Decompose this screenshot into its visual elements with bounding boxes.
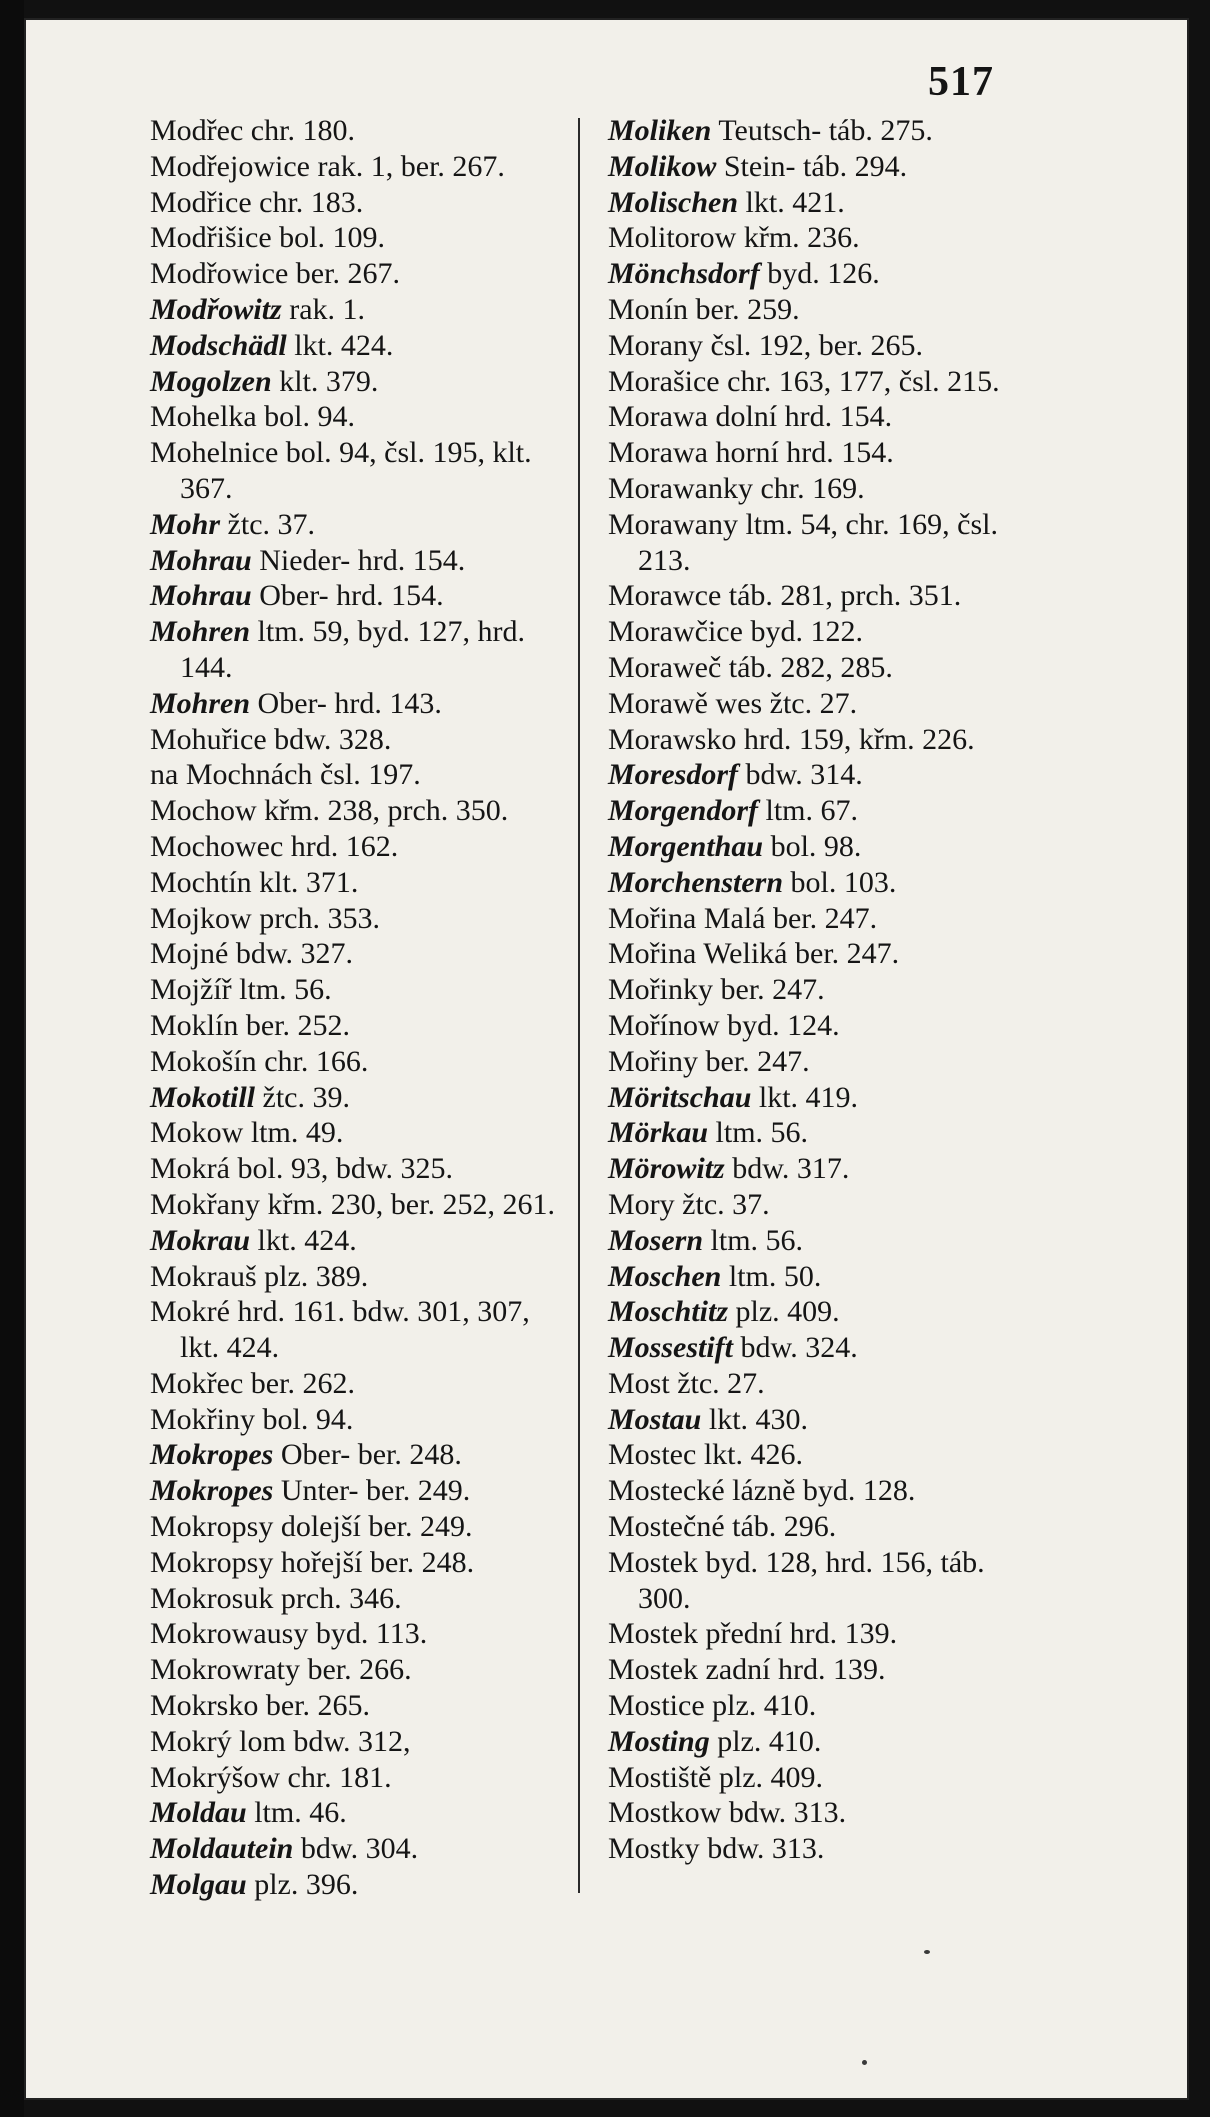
place-name: Mokré — [150, 1295, 230, 1329]
district-reference: bdw. 304. — [300, 1832, 419, 1866]
index-entry — [150, 793, 570, 829]
place-name: Mosting — [608, 1724, 710, 1758]
district-reference: lkt. 430. — [708, 1402, 809, 1436]
place-name: Mokrowausy — [150, 1617, 309, 1651]
place-name: Mochow — [150, 794, 257, 828]
place-name: Mostečné — [608, 1510, 725, 1544]
index-entry — [150, 364, 570, 400]
place-name: Mohr — [150, 507, 221, 541]
index-entry — [608, 256, 1028, 292]
district-reference: bol. 98. — [770, 829, 862, 863]
index-entry — [608, 578, 1028, 614]
place-name: Mořinky — [608, 973, 713, 1007]
place-name: Mokřec — [150, 1366, 244, 1400]
index-entry — [150, 578, 570, 614]
place-name: Mokow — [150, 1116, 244, 1150]
place-name: Morašice — [608, 364, 720, 398]
place-name: Mořina Malá — [608, 901, 766, 935]
place-name: na Mochnách — [150, 758, 313, 792]
index-entry — [608, 972, 1028, 1008]
index-entry — [608, 328, 1028, 364]
district-reference: hrd. 139. — [789, 1617, 898, 1651]
place-name: Moliken — [608, 114, 712, 147]
index-entry — [608, 113, 1028, 149]
index-entry — [608, 1688, 1028, 1724]
index-entry — [608, 1259, 1028, 1295]
district-reference: lkt. 424. — [257, 1223, 357, 1257]
district-reference: ltm. 46. — [254, 1796, 347, 1830]
place-name: Mokrauš — [150, 1259, 257, 1293]
index-entry — [608, 829, 1028, 865]
place-name: Moldau — [150, 1796, 247, 1830]
index-entry — [150, 1509, 570, 1545]
district-reference: táb. 282, 285. — [728, 650, 893, 684]
print-speck — [862, 2060, 867, 2065]
place-name: Mossestift — [608, 1331, 734, 1365]
place-name: Mokřiny — [150, 1402, 255, 1436]
district-reference: ltm. 59, byd. 127, hrd. 144. — [180, 615, 526, 684]
place-name: Modřišice — [150, 221, 272, 255]
index-entry — [150, 1008, 570, 1044]
index-entry — [150, 149, 570, 185]
district-reference: rak. 1. — [289, 292, 366, 326]
place-name: Morawce — [608, 579, 722, 613]
district-reference: žtc. 27. — [769, 686, 858, 720]
district-reference: čsl. 192, ber. 265. — [710, 328, 923, 362]
index-entry — [608, 1652, 1028, 1688]
index-entry — [608, 901, 1028, 937]
district-reference: hrd. 139. — [777, 1653, 886, 1687]
index-entry — [608, 1187, 1028, 1223]
index-entry — [608, 614, 1028, 650]
district-reference: ber. 247. — [705, 1044, 810, 1078]
index-entry — [150, 972, 570, 1008]
place-name: Morany — [608, 328, 703, 362]
index-entry — [608, 865, 1028, 901]
place-name: Mogolzen — [150, 364, 272, 398]
place-name: Mořiny — [608, 1044, 698, 1078]
place-name: Mokotill — [150, 1080, 256, 1114]
place-name: Molischen — [608, 185, 739, 219]
district-reference: plz. 396. — [254, 1868, 359, 1902]
district-reference: hrd. 161. bdw. 301, 307, lkt. 424. — [180, 1295, 530, 1365]
place-name: Mörkau — [608, 1116, 709, 1150]
index-entry — [608, 936, 1028, 972]
place-name: Mostek přední — [608, 1617, 783, 1651]
index-entry — [150, 1760, 570, 1796]
place-name: Mořínow — [608, 1008, 720, 1042]
place-name: Molgau — [150, 1868, 247, 1902]
place-name: Modřec — [150, 114, 244, 147]
place-name: Mönchsdorf — [608, 257, 760, 291]
place-name: Mokrosuk — [150, 1581, 274, 1615]
district-reference: žtc. 27. — [677, 1366, 765, 1400]
index-entry — [608, 1402, 1028, 1438]
index-entry — [150, 1831, 570, 1867]
index-entry — [150, 1115, 570, 1151]
district-reference: táb. 281, prch. 351. — [728, 579, 962, 613]
index-entry — [608, 1080, 1028, 1116]
index-entry — [150, 185, 570, 221]
district-reference: ber. 252. — [245, 1008, 351, 1042]
district-reference: Unter- ber. 249. — [280, 1474, 471, 1508]
district-reference: hrd. 154. — [784, 400, 893, 434]
district-reference: bdw. 312, — [293, 1724, 411, 1758]
place-name: Most — [608, 1366, 670, 1400]
place-name: Mostiště — [608, 1760, 712, 1794]
place-name: Moldautein — [150, 1832, 294, 1866]
district-reference: ltm. 67. — [765, 794, 859, 828]
index-entry — [150, 1652, 570, 1688]
district-reference: ber. 247. — [795, 937, 900, 971]
place-name: Moraweč — [608, 650, 722, 684]
index-entry — [150, 1545, 570, 1581]
index-entry — [150, 435, 570, 507]
district-reference: ltm. 56. — [715, 1116, 809, 1150]
district-reference: lkt. 424. — [294, 328, 394, 362]
district-reference: klt. 379. — [279, 364, 379, 398]
index-entry — [608, 435, 1028, 471]
index-entry — [150, 757, 570, 793]
district-reference: ltm. 56. — [239, 973, 332, 1007]
index-entry — [150, 328, 570, 364]
district-reference: rak. 1, ber. 267. — [317, 149, 505, 183]
place-name: Mokrau — [150, 1223, 251, 1257]
place-name: Mokošín — [150, 1044, 257, 1078]
index-entry — [608, 1545, 1028, 1617]
place-name: Mostau — [608, 1402, 702, 1436]
district-reference: ber. 262. — [250, 1366, 355, 1400]
index-entry — [150, 1437, 570, 1473]
place-name: Morawa dolní — [608, 400, 778, 434]
district-reference: hrd. 162. — [290, 829, 399, 863]
district-reference: ltm. 49. — [250, 1116, 344, 1150]
place-name: Mohelnice — [150, 436, 279, 470]
index-entry — [150, 543, 570, 579]
index-entry — [150, 292, 570, 328]
index-entry — [608, 1294, 1028, 1330]
place-name: Morchenstern — [608, 865, 784, 899]
index-entry — [150, 113, 570, 149]
place-name: Modřice — [150, 185, 252, 219]
index-entry — [608, 793, 1028, 829]
place-name: Modřowice — [150, 257, 289, 291]
place-name: Mochowec — [150, 829, 284, 863]
district-reference: ltm. 54, chr. 169, čsl. 213. — [638, 507, 998, 577]
index-entry — [608, 686, 1028, 722]
place-name: Mokrsko — [150, 1689, 259, 1723]
district-reference: byd. 124. — [727, 1008, 840, 1042]
district-reference: žtc. 37. — [227, 507, 316, 541]
index-entry — [150, 399, 570, 435]
index-entry — [150, 1223, 570, 1259]
index-entry — [608, 1115, 1028, 1151]
district-reference: bdw. 314. — [745, 758, 863, 792]
index-entry — [608, 722, 1028, 758]
district-reference: byd. 122. — [750, 615, 863, 649]
place-name: Mokrý lom — [150, 1724, 286, 1758]
district-reference: lkt. 421. — [745, 185, 845, 219]
place-name: Morawany — [608, 507, 738, 541]
place-name: Mokrá — [150, 1152, 230, 1186]
index-entry — [608, 220, 1028, 256]
place-name: Mohren — [150, 686, 251, 720]
district-reference: hrd. 154. — [786, 436, 894, 470]
district-reference: chr. 163, 177, čsl. 215. — [727, 364, 1000, 398]
index-entry — [150, 722, 570, 758]
index-entry — [608, 650, 1028, 686]
place-name: Mörowitz — [608, 1152, 725, 1186]
index-entry — [150, 507, 570, 543]
district-reference: byd. 113. — [315, 1617, 428, 1651]
index-entry — [608, 1724, 1028, 1760]
district-reference: prch. 346. — [280, 1581, 402, 1615]
place-name: Morawsko — [608, 722, 737, 756]
district-reference: křm. 230, ber. 252, 261. — [267, 1187, 555, 1221]
index-entry — [608, 149, 1028, 185]
place-name: Mostice — [608, 1689, 705, 1723]
place-name: Modřejowice — [150, 149, 310, 183]
index-entry — [608, 1151, 1028, 1187]
district-reference: ber. 247. — [772, 901, 878, 935]
index-column-left — [150, 113, 570, 1903]
index-entry — [150, 1867, 570, 1903]
index-entry — [150, 1795, 570, 1831]
column-divider — [578, 118, 580, 1893]
place-name: Mokrowraty — [150, 1653, 300, 1687]
index-entry — [150, 614, 570, 686]
place-name: Mořina Weliká — [608, 937, 788, 971]
district-reference: plz. 409. — [735, 1295, 840, 1329]
index-entry — [150, 1187, 570, 1223]
place-name: Mojné — [150, 937, 229, 971]
district-reference: bol. 94. — [264, 400, 355, 434]
place-name: Morawa horní — [608, 436, 779, 470]
district-reference: Stein- táb. 294. — [723, 149, 908, 183]
scan-binding-edge — [0, 0, 24, 2117]
district-reference: táb. 296. — [732, 1510, 837, 1544]
district-reference: ber. 267. — [295, 257, 400, 291]
place-name: Mokropsy — [150, 1545, 274, 1579]
place-name: Modřowitz — [150, 292, 282, 326]
district-reference: křm. 236. — [743, 221, 860, 255]
index-entry — [608, 1223, 1028, 1259]
index-entry — [608, 1008, 1028, 1044]
place-name: Mohrau — [150, 579, 252, 613]
district-reference: hrd. 159, křm. 226. — [743, 722, 975, 756]
place-name: Mojžíř — [150, 973, 232, 1007]
index-entry — [608, 1831, 1028, 1867]
index-entry — [150, 1366, 570, 1402]
index-entry — [150, 901, 570, 937]
place-name: Mory — [608, 1187, 675, 1221]
index-entry — [608, 471, 1028, 507]
district-reference: ber. 266. — [307, 1653, 412, 1687]
index-entry — [150, 1581, 570, 1617]
district-reference: bol. 94, čsl. 195, klt. 367. — [180, 436, 532, 505]
district-reference: klt. 371. — [259, 865, 359, 899]
place-name: Molikow — [608, 149, 717, 183]
index-entry — [608, 1509, 1028, 1545]
district-reference: bdw. 327. — [235, 937, 354, 971]
place-name: Moschen — [608, 1259, 722, 1293]
index-entry — [150, 1724, 570, 1760]
index-entry — [150, 1402, 570, 1438]
index-entry — [150, 1294, 570, 1366]
index-entry — [608, 507, 1028, 579]
index-entry — [150, 865, 570, 901]
place-name: Moklín — [150, 1008, 239, 1042]
index-entry — [608, 757, 1028, 793]
place-name: Mojkow — [150, 901, 252, 935]
place-name: Moresdorf — [608, 758, 739, 792]
place-name: Monín — [608, 292, 689, 326]
district-reference: Ober- ber. 248. — [280, 1438, 462, 1472]
district-reference: ltm. 56. — [710, 1223, 804, 1257]
place-name: Mostek — [608, 1545, 698, 1579]
place-name: Mokropes — [150, 1474, 274, 1508]
district-reference: plz. 410. — [712, 1689, 817, 1723]
index-entry — [608, 1366, 1028, 1402]
district-reference: bdw. 317. — [732, 1152, 850, 1186]
place-name: Mostec — [608, 1438, 697, 1472]
index-entry — [150, 1259, 570, 1295]
place-name: Mokrýšow — [150, 1760, 281, 1794]
index-entry — [608, 1044, 1028, 1080]
district-reference: chr. 181. — [287, 1760, 392, 1794]
place-name: Möritschau — [608, 1080, 752, 1114]
place-name: Morawčice — [608, 615, 743, 649]
place-name: Mostek zadní — [608, 1653, 771, 1687]
district-reference: bdw. 324. — [740, 1331, 858, 1365]
index-entry — [608, 1616, 1028, 1652]
district-reference: ltm. 50. — [728, 1259, 822, 1293]
district-reference: chr. 183. — [259, 185, 364, 219]
district-reference: bdw. 313. — [728, 1796, 847, 1830]
district-reference: byd. 126. — [767, 257, 880, 291]
place-name: Mochtín — [150, 865, 252, 899]
place-name: Morgenthau — [608, 829, 764, 863]
index-entry — [150, 1688, 570, 1724]
district-reference: ber. 265. — [265, 1689, 370, 1723]
index-entry — [608, 1795, 1028, 1831]
district-reference: chr. 180. — [250, 114, 355, 147]
district-reference: byd. 128. — [802, 1474, 916, 1508]
index-entry — [150, 686, 570, 722]
place-name: Mohren — [150, 615, 251, 649]
place-name: Mostky — [608, 1832, 700, 1866]
place-name: Moschtitz — [608, 1295, 729, 1329]
index-entry — [150, 1616, 570, 1652]
index-entry — [150, 220, 570, 256]
district-reference: křm. 238, prch. 350. — [264, 794, 509, 828]
district-reference: bol. 109. — [279, 221, 385, 255]
index-entry — [608, 1760, 1028, 1796]
district-reference: plz. 409. — [718, 1760, 824, 1794]
district-reference: bdw. 328. — [274, 722, 392, 756]
place-name: Molitorow — [608, 221, 737, 255]
district-reference: Ober- hrd. 154. — [259, 579, 444, 613]
place-name: Mostkow — [608, 1796, 722, 1830]
index-column-right — [608, 113, 1028, 1867]
place-name: Modschädl — [150, 328, 287, 362]
district-reference: bdw. 313. — [707, 1832, 825, 1866]
district-reference: čsl. 197. — [319, 758, 421, 792]
district-reference: plz. 410. — [717, 1724, 822, 1758]
district-reference: hořejší ber. 248. — [280, 1545, 475, 1579]
index-entry — [608, 1473, 1028, 1509]
place-name: Morawě wes — [608, 686, 763, 720]
district-reference: žtc. 39. — [262, 1080, 350, 1114]
place-name: Morgendorf — [608, 794, 759, 828]
district-reference: bol. 103. — [790, 865, 897, 899]
district-reference: plz. 389. — [264, 1259, 369, 1293]
index-entry — [150, 1044, 570, 1080]
place-name: Mohrau — [150, 543, 252, 577]
page-number: 517 — [928, 59, 994, 105]
district-reference: chr. 166. — [264, 1044, 369, 1078]
district-reference: bol. 93, bdw. 325. — [237, 1152, 454, 1186]
print-speck — [924, 1950, 930, 1954]
index-entry — [608, 1437, 1028, 1473]
index-entry — [150, 936, 570, 972]
index-entry — [608, 399, 1028, 435]
index-entry — [608, 1330, 1028, 1366]
district-reference: Teutsch- táb. 275. — [718, 114, 933, 147]
place-name: Mohelka — [150, 400, 257, 434]
district-reference: lkt. 426. — [703, 1438, 803, 1472]
index-entry — [150, 1151, 570, 1187]
index-entry — [150, 256, 570, 292]
place-name: Mosern — [608, 1223, 704, 1257]
district-reference: Ober- hrd. 143. — [257, 686, 442, 720]
district-reference: chr. 169. — [760, 471, 865, 505]
district-reference: bol. 94. — [262, 1402, 354, 1436]
district-reference: ber. 247. — [720, 973, 825, 1007]
place-name: Morawanky — [608, 471, 753, 505]
place-name: Mostecké lázně — [608, 1474, 796, 1508]
place-name: Mohuřice — [150, 722, 267, 756]
index-entry — [608, 292, 1028, 328]
place-name: Mokřany — [150, 1187, 260, 1221]
district-reference: žtc. 37. — [682, 1187, 770, 1221]
index-entry — [608, 185, 1028, 221]
place-name: Mokropsy — [150, 1510, 274, 1544]
index-entry — [608, 364, 1028, 400]
index-entry — [150, 829, 570, 865]
index-entry — [150, 1080, 570, 1116]
district-reference: prch. 353. — [259, 901, 380, 935]
index-entry — [150, 1473, 570, 1509]
district-reference: byd. 128, hrd. 156, táb. 300. — [638, 1545, 985, 1615]
district-reference: Nieder- hrd. 154. — [259, 543, 466, 577]
district-reference: dolejší ber. 249. — [280, 1510, 473, 1544]
district-reference: ber. 259. — [695, 292, 800, 326]
place-name: Mokropes — [150, 1438, 274, 1472]
district-reference: lkt. 419. — [758, 1080, 859, 1114]
